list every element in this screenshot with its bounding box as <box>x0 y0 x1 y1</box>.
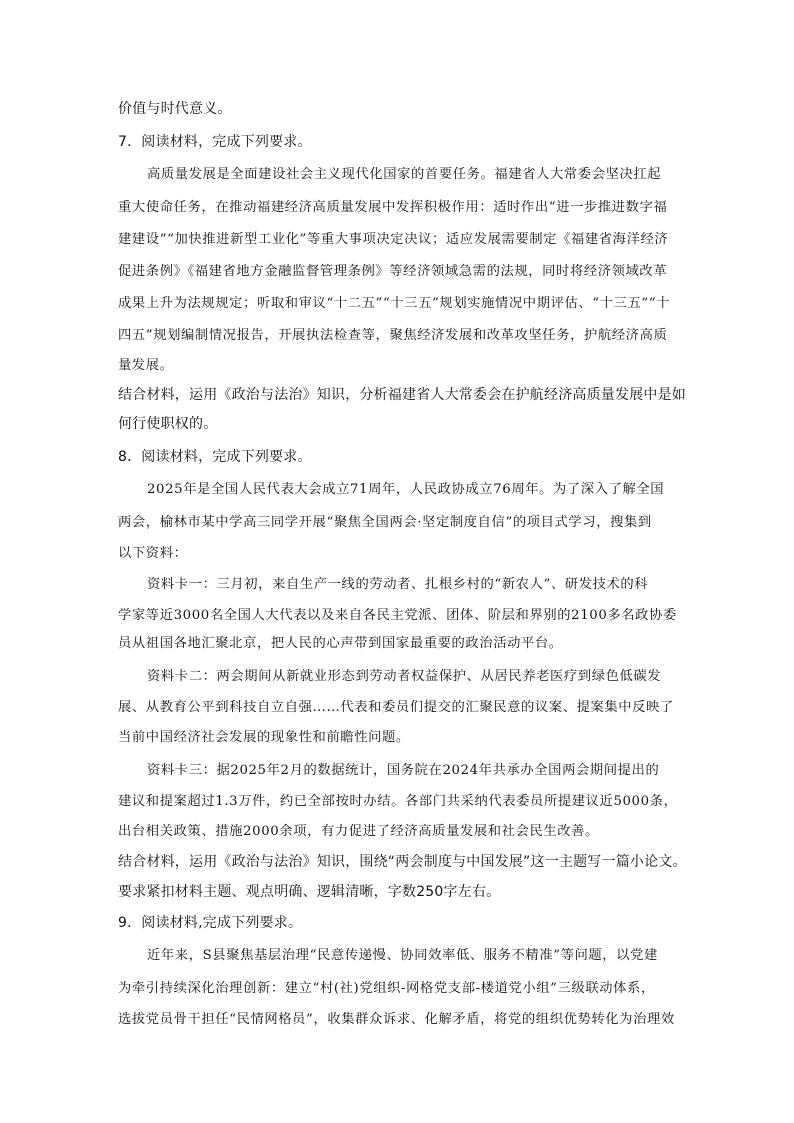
text-line-19: 资料卡二：两会期间从新就业形态到劳动者权益保护、从居民养老医疗到绿色低碳发 <box>147 669 662 684</box>
text-line-8: 四五”规划编制情况报告，开展执法检查等，聚焦经济发展和改革攻坚任务，护航经济高质 <box>118 328 668 343</box>
text-line-4: 重大使命任务，在推动福建经济高质量发展中发挥积极作用：适时作出“进一步推进数字福 <box>118 200 668 215</box>
text-line-24: 出台相关政策、措施2000余项，有力促进了经济高质量发展和社会民生改善。 <box>118 824 599 839</box>
text-line-28: 近年来，S县聚焦基层治理“民意传递慢、协同效率低、服务不精准”等问题，以党建 <box>147 948 658 963</box>
question-8-heading: 8．阅读材料，完成下列要求。 <box>118 449 312 465</box>
text-line-15: 以下资料： <box>118 546 188 561</box>
text-line-3: 高质量发展是全面建设社会主义现代化国家的首要任务。福建省人大常委会坚决扛起 <box>147 167 662 182</box>
question-8-prompt-1: 结合材料，运用《政治与法治》知识，围绕“两会制度与中国发展”这一主题写一篇小论文。 <box>118 854 687 870</box>
text-line-1: 价值与时代意义。 <box>118 101 232 117</box>
text-line-7: 成果上升为法规规定；听取和审议“十二五”“十三五”规划实施情况中期评估、“十三五”“十 <box>118 296 671 311</box>
text-line-23: 建议和提案超过1.3万件，约已全部按时办结。各部门共采纳代表委员所提建议近5000条， <box>118 794 678 809</box>
text-line-18: 员从祖国各地汇聚北京，把人民的心声带到国家最重要的政治活动平台。 <box>118 636 563 651</box>
text-line-14: 两会，榆林市某中学高三同学开展“聚焦全国两会·坚定制度自信”的项目式学习，搜集到 <box>118 515 652 530</box>
text-line-17: 学家等近3000名全国人大代表以及来自各民主党派、团体、阶层和界别的2100多名政协委 <box>118 608 677 623</box>
question-7-prompt-1: 结合材料，运用《政治与法治》知识，分析福建省人大常委会在护航经济高质量发展中是如 <box>118 387 686 403</box>
text-line-21: 当前中国经济社会发展的现象性和前瞻性问题。 <box>118 730 410 745</box>
text-line-5: 建建设”“加快推进新型工业化”等重大事项决定决议；适应发展需要制定《福建省海洋经济 <box>118 232 669 247</box>
text-line-30: 选拔党员骨干担任“民情网格员”，收集群众诉求、化解矛盾，将党的组织优势转化为治理效 <box>118 1012 675 1027</box>
text-line-6: 促进条例》《福建省地方金融监督管理条例》等经济领域急需的法规，同时将经济领域改革 <box>118 264 668 279</box>
question-7-heading: 7．阅读材料，完成下列要求。 <box>118 134 312 150</box>
text-line-9: 量发展。 <box>118 358 174 373</box>
text-line-13: 2025年是全国人民代表大会成立71周年，人民政协成立76周年。为了深入了解全国 <box>147 482 665 497</box>
text-line-29: 为牵引持续深化治理创新：建立“村(社)党组织-网格党支部-楼道党小组”三级联动体系， <box>118 981 655 996</box>
text-line-20: 展、从教育公平到科技自立自强……代表和委员们提交的汇聚民意的议案、提案集中反映了 <box>118 700 674 715</box>
question-7-prompt-2: 何行使职权的。 <box>118 416 218 432</box>
question-8-prompt-2: 要求紧扣材料主题、观点明确、逻辑清晰，字数250字左右。 <box>118 884 501 900</box>
text-line-22: 资料卡三：据2025年2月的数据统计，国务院在2024年共承办全国两会期间提出的 <box>147 763 660 778</box>
question-9-heading: 9．阅读材料,完成下列要求。 <box>118 915 303 931</box>
text-line-16: 资料卡一：三月初，来自生产一线的劳动者、扎根乡村的“新农人”、研发技术的科 <box>147 577 649 592</box>
